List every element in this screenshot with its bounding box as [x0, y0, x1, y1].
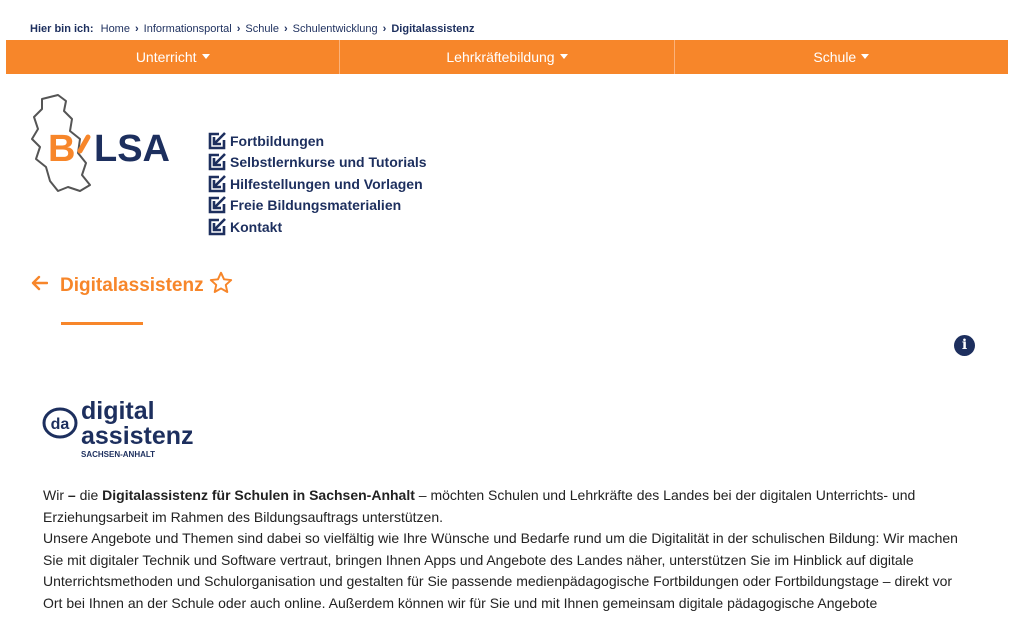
breadcrumb-current: Digitalassistenz — [391, 23, 475, 35]
favorite-star-icon[interactable] — [208, 270, 234, 301]
caret-down-icon — [861, 54, 869, 59]
nav-item-label: Unterricht — [135, 49, 197, 65]
quicklink-label: Selbstlernkurse und Tutorials — [230, 154, 427, 171]
intro-paragraph: Wir – die Digitalassistenz für Schulen in Sachsen-Anhalt – möchten Schulen und Lehrkräfte des Landes bei der digitalen Unterrichts- und Erziehungsarbeit im Rahmen des Bildungsauftrags unterstützen. — [43, 487, 916, 525]
breadcrumb-home[interactable]: Home — [100, 23, 130, 35]
checkbox-arrow-icon — [207, 152, 227, 172]
quicklink-label: Freie Bildungsmaterialien — [230, 197, 402, 214]
nav-item-label: Schule — [813, 49, 857, 65]
nav-item-unterricht[interactable] — [6, 40, 340, 74]
breadcrumb-schule[interactable]: Schule — [245, 23, 279, 35]
checkbox-arrow-icon — [207, 131, 227, 151]
nav-item-schule[interactable] — [675, 40, 1008, 74]
chevron-right-icon: › — [382, 23, 387, 35]
svg-text:assistenz: assistenz — [81, 422, 194, 450]
quicklinks-list — [207, 130, 427, 238]
intro-highlight: Digitalassistenz für Schulen in Sachsen-Anhalt — [102, 487, 415, 503]
content-text — [43, 485, 973, 614]
svg-text:LSA: LSA — [94, 128, 170, 170]
quicklink-fortbildungen[interactable] — [207, 130, 427, 152]
quicklink-hilfestellungen[interactable] — [207, 173, 427, 195]
quicklink-label: Hilfestellungen und Vorlagen — [230, 175, 423, 192]
quicklink-bildungsmaterialien[interactable] — [207, 195, 427, 217]
nav-item-lehrkraeftebildung[interactable] — [340, 40, 674, 74]
offers-paragraph: Unsere Angebote und Themen sind dabei so vielfältig wie Ihre Wünsche und Bedarfe rund um die Digitalität in der schulischen Bildung: Wir machen Sie mit digitaler Technik und Software vertraut, bringen Ihnen Apps und Angebote des Landes näher, unterstützen Sie im Hinblick auf digitale Unterrichtsmethoden und Schulorganisation und gestalten für Sie passende medienpädagogische Fortbildungen oder Fortbildungstage – direkt vor Ort bei Ihnen an der Schule oder auch online. Außerdem können wir für Sie und mit Ihnen gemeinsam digitale pädagogische Angebote — [43, 530, 958, 611]
svg-text:digital: digital — [81, 397, 155, 425]
svg-text:B: B — [48, 128, 76, 170]
chevron-right-icon: › — [284, 23, 288, 35]
breadcrumb — [30, 23, 474, 35]
quicklink-selbstlernkurse[interactable] — [207, 152, 427, 174]
breadcrumb-informationsportal[interactable]: Informationsportal — [143, 23, 232, 35]
chevron-right-icon: › — [134, 23, 139, 35]
caret-down-icon — [560, 54, 568, 59]
svg-text:SACHSEN-ANHALT: SACHSEN-ANHALT — [81, 450, 156, 459]
caret-down-icon — [202, 54, 210, 59]
digitalassistenz-logo — [40, 395, 205, 466]
svg-text:da: da — [50, 416, 70, 433]
page-title: Digitalassistenz — [60, 274, 204, 296]
page-header — [30, 270, 234, 301]
main-navigation — [6, 40, 1008, 74]
nav-item-label: Lehrkräftebildung — [446, 49, 555, 65]
checkbox-arrow-icon — [207, 174, 227, 194]
bildung-lsa-logo[interactable] — [28, 93, 188, 195]
checkbox-arrow-icon — [207, 195, 227, 215]
checkbox-arrow-icon — [207, 217, 227, 237]
breadcrumb-schulentwicklung[interactable]: Schulentwicklung — [292, 23, 378, 35]
chevron-right-icon: › — [236, 23, 241, 35]
info-icon[interactable]: i — [954, 335, 975, 356]
breadcrumb-lead: Hier bin ich: — [30, 23, 94, 35]
title-underline — [61, 322, 143, 325]
back-arrow-icon[interactable] — [30, 275, 48, 296]
quicklink-kontakt[interactable] — [207, 216, 427, 238]
quicklink-label: Kontakt — [230, 218, 283, 235]
quicklink-label: Fortbildungen — [230, 132, 325, 149]
